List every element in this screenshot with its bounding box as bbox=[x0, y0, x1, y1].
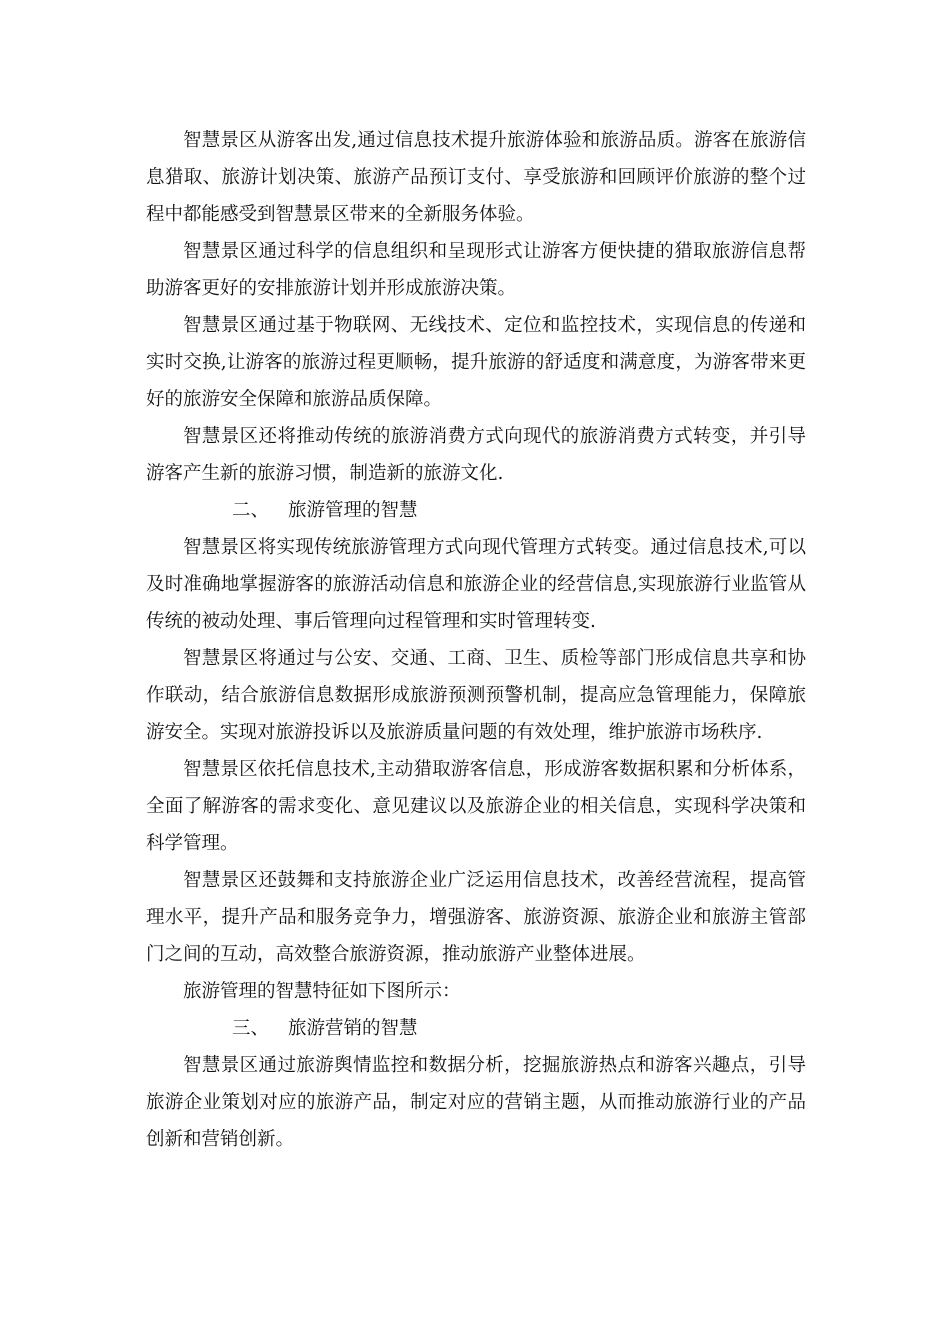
paragraph-10: 智慧景区通过旅游舆情监控和数据分析，挖掘旅游热点和游客兴趣点，引导旅游企业策划对应的旅游产品，制定对应的营销主题，从而推动旅游行业的产品创新和营销创新。 bbox=[146, 1055, 806, 1150]
section-number: 三、 bbox=[232, 1018, 270, 1039]
paragraph-8: 智慧景区还鼓舞和支持旅游企业广泛运用信息技术，改善经营流程，提高管理水平，提升产品和服务竞争力，增强游客、旅游资源、旅游企业和旅游主管部门之间的互动，高效整合旅游资源，推动旅游产业整体进展。 bbox=[146, 870, 806, 965]
paragraph-9: 旅游管理的智慧特征如下图所示： bbox=[183, 981, 461, 1002]
paragraph-2: 智慧景区通过科学的信息组织和呈现形式让游客方便快捷的猎取旅游信息帮助游客更好的安排旅游计划并形成旅游决策。 bbox=[146, 241, 806, 299]
paragraph-3: 智慧景区通过基于物联网、无线技术、定位和监控技术，实现信息的传递和实时交换,让游客的旅游过程更顺畅，提升旅游的舒适度和满意度，为游客带来更好的旅游安全保障和旅游品质保障。 bbox=[146, 315, 806, 410]
paragraph-6: 智慧景区将通过与公安、交通、工商、卫生、质检等部门形成信息共享和协作联动，结合旅游信息数据形成旅游预测预警机制，提高应急管理能力，保障旅游安全。实现对旅游投诉以及旅游质量问题的有效处理，维护旅游市场秩序. bbox=[146, 648, 806, 743]
document-body bbox=[146, 122, 806, 1158]
section-heading-3 bbox=[146, 1010, 806, 1047]
paragraph-5: 智慧景区将实现传统旅游管理方式向现代管理方式转变。通过信息技术,可以及时准确地掌握游客的旅游活动信息和旅游企业的经营信息,实现旅游行业监管从传统的被动处理、事后管理向过程管理和实时管理转变. bbox=[146, 537, 806, 632]
paragraph-7: 智慧景区依托信息技术,主动猎取游客信息，形成游客数据积累和分析体系，全面了解游客的需求变化、意见建议以及旅游企业的相关信息，实现科学决策和科学管理。 bbox=[146, 759, 806, 854]
section-title: 旅游管理的智慧 bbox=[288, 500, 418, 521]
section-title: 旅游营销的智慧 bbox=[288, 1018, 418, 1039]
section-heading-2 bbox=[146, 492, 806, 529]
section-number: 二、 bbox=[232, 500, 270, 521]
paragraph-1: 智慧景区从游客出发,通过信息技术提升旅游体验和旅游品质。游客在旅游信息猎取、旅游计划决策、旅游产品预订支付、享受旅游和回顾评价旅游的整个过程中都能感受到智慧景区带来的全新服务体验。 bbox=[146, 130, 806, 225]
paragraph-4: 智慧景区还将推动传统的旅游消费方式向现代的旅游消费方式转变，并引导游客产生新的旅游习惯，制造新的旅游文化. bbox=[146, 426, 806, 484]
